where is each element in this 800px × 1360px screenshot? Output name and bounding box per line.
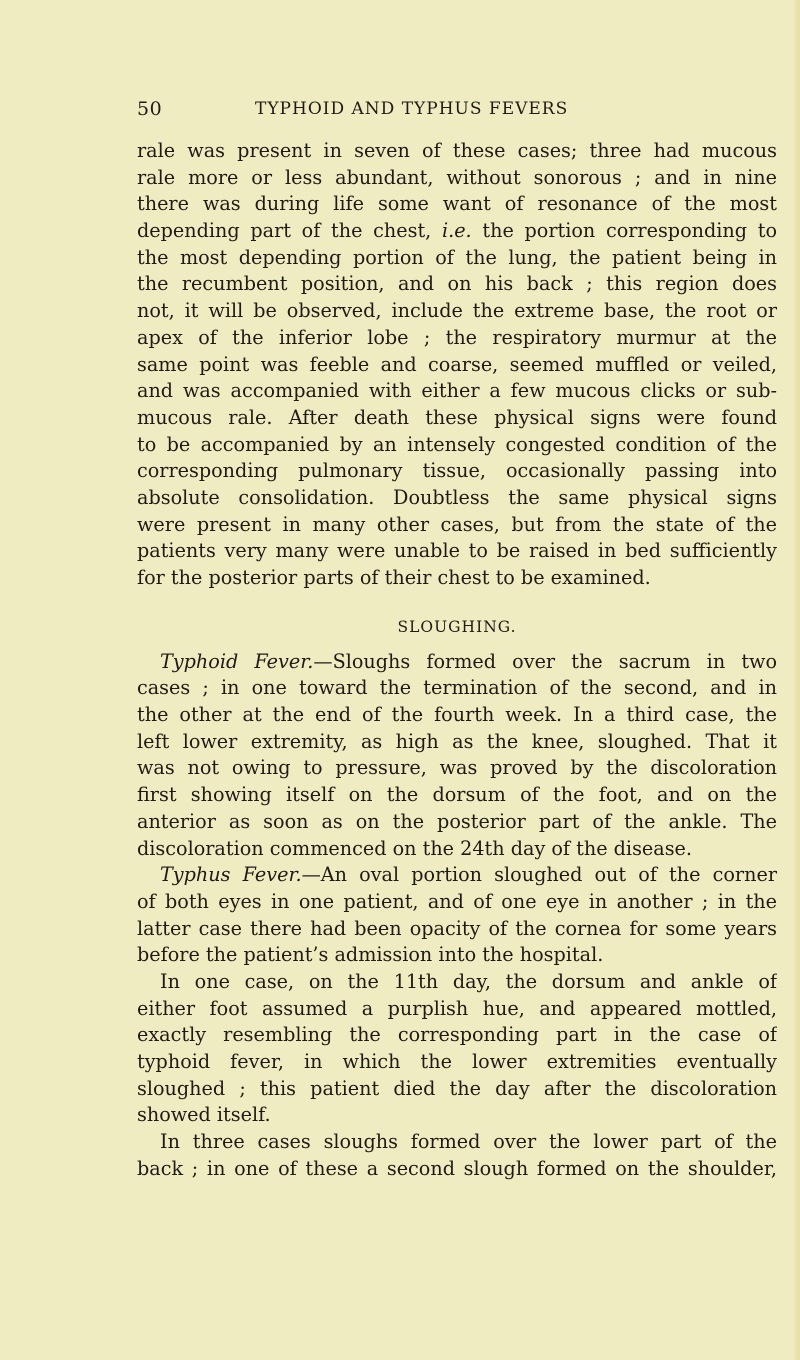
text-line: mucous rale. After death these physical signs were found — [137, 405, 777, 429]
text-line: were present in many other cases, but from the state of the — [137, 512, 777, 536]
text-line — [137, 862, 777, 889]
text-line: In one case, on the 11th day, the dorsum and ankle of — [160, 969, 777, 993]
text-line: of both eyes in one patient, and of one eye in another ; in the — [137, 889, 777, 913]
text-line: anterior as soon as on the posterior part of the ankle. The — [137, 809, 777, 833]
text-line: typhoid fever, in which the lower extremities eventually — [137, 1050, 777, 1073]
text-line: rale was present in seven of these cases; three had mucous — [137, 139, 777, 162]
running-header — [137, 98, 657, 124]
text-line — [137, 218, 777, 245]
text-line: either foot assumed a purplish hue, and appeared mottled, — [137, 996, 777, 1020]
text-line: cases ; in one toward the termination of the second, and in — [137, 676, 777, 700]
italic-abbreviation: i.e. — [441, 219, 472, 243]
running-title: TYPHOID AND TYPHUS FEVERS — [255, 99, 569, 119]
text-run: depending part of the chest, — [137, 219, 432, 243]
text-line: corresponding pulmonary tissue, occasionally passing into — [137, 459, 777, 483]
text-line: latter case there had been opacity of the cornea for some years — [137, 916, 777, 940]
text-line — [137, 649, 777, 676]
italic-subheading: Typhus Fever. — [160, 863, 302, 887]
text-line: first showing itself on the dorsum of the foot, and on the — [137, 783, 777, 807]
text-line: exactly resembling the corresponding part in the case of — [137, 1023, 777, 1047]
text-run: —An oval portion sloughed out of the corner — [301, 863, 777, 887]
text-line: discoloration commenced on the 24th day of the disease. — [137, 836, 693, 860]
text-line: rale more or less abundant, without sonorous ; and in nine — [137, 165, 777, 189]
text-line: the other at the end of the fourth week. In a third case, the — [137, 703, 777, 727]
text-line: left lower extremity, as high as the knee, sloughed. That it — [137, 729, 777, 753]
paragraph-back-sloughs — [137, 1129, 777, 1182]
paragraph-foot-discoloration — [137, 969, 777, 1129]
text-line: there was during life some want of resonance of the most — [137, 192, 777, 216]
text-line: for the posterior parts of their chest to be examined. — [137, 566, 651, 589]
text-line: same point was feeble and coarse, seemed muffled or veiled, — [137, 352, 777, 376]
text-line: patients very many were unable to be raised in bed sufficiently — [137, 539, 777, 563]
text-line: not, it will be observed, include the extreme base, the root or — [137, 299, 777, 323]
text-run: —Sloughs formed over the sacrum in two — [313, 649, 777, 673]
text-line: and was accompanied with either a few mucous clicks or sub- — [137, 379, 777, 403]
text-line: absolute consolidation. Doubtless the same physical signs — [137, 485, 777, 509]
italic-subheading: Typhoid Fever. — [160, 649, 314, 673]
page-edge — [794, 0, 800, 1360]
page-number: 50 — [137, 98, 163, 120]
section-heading: SLOUGHING. — [397, 617, 517, 636]
text-run: the portion corresponding to — [482, 219, 777, 243]
text-line: the recumbent position, and on his back ; this region does — [137, 272, 777, 296]
paragraph-rale-findings — [137, 138, 777, 592]
text-line: showed itself. — [137, 1103, 271, 1127]
page-body — [137, 138, 777, 1182]
text-line: before the patient’s admission into the hospital. — [137, 943, 604, 967]
paragraph-typhus-fever — [137, 862, 777, 969]
text-line: to be accompanied by an intensely congested condition of the — [137, 432, 777, 456]
text-line: back ; in one of these a second slough formed on the shoulder, — [137, 1156, 777, 1180]
text-line: the most depending portion of the lung, the patient being in — [137, 245, 777, 269]
text-line: was not owing to pressure, was proved by the discoloration — [137, 756, 777, 780]
paragraph-typhoid-fever — [137, 649, 777, 863]
text-line: apex of the inferior lobe ; the respiratory murmur at the — [137, 325, 777, 349]
text-line: sloughed ; this patient died the day after the discoloration — [137, 1076, 777, 1100]
text-line: In three cases sloughs formed over the lower part of the — [160, 1130, 777, 1154]
